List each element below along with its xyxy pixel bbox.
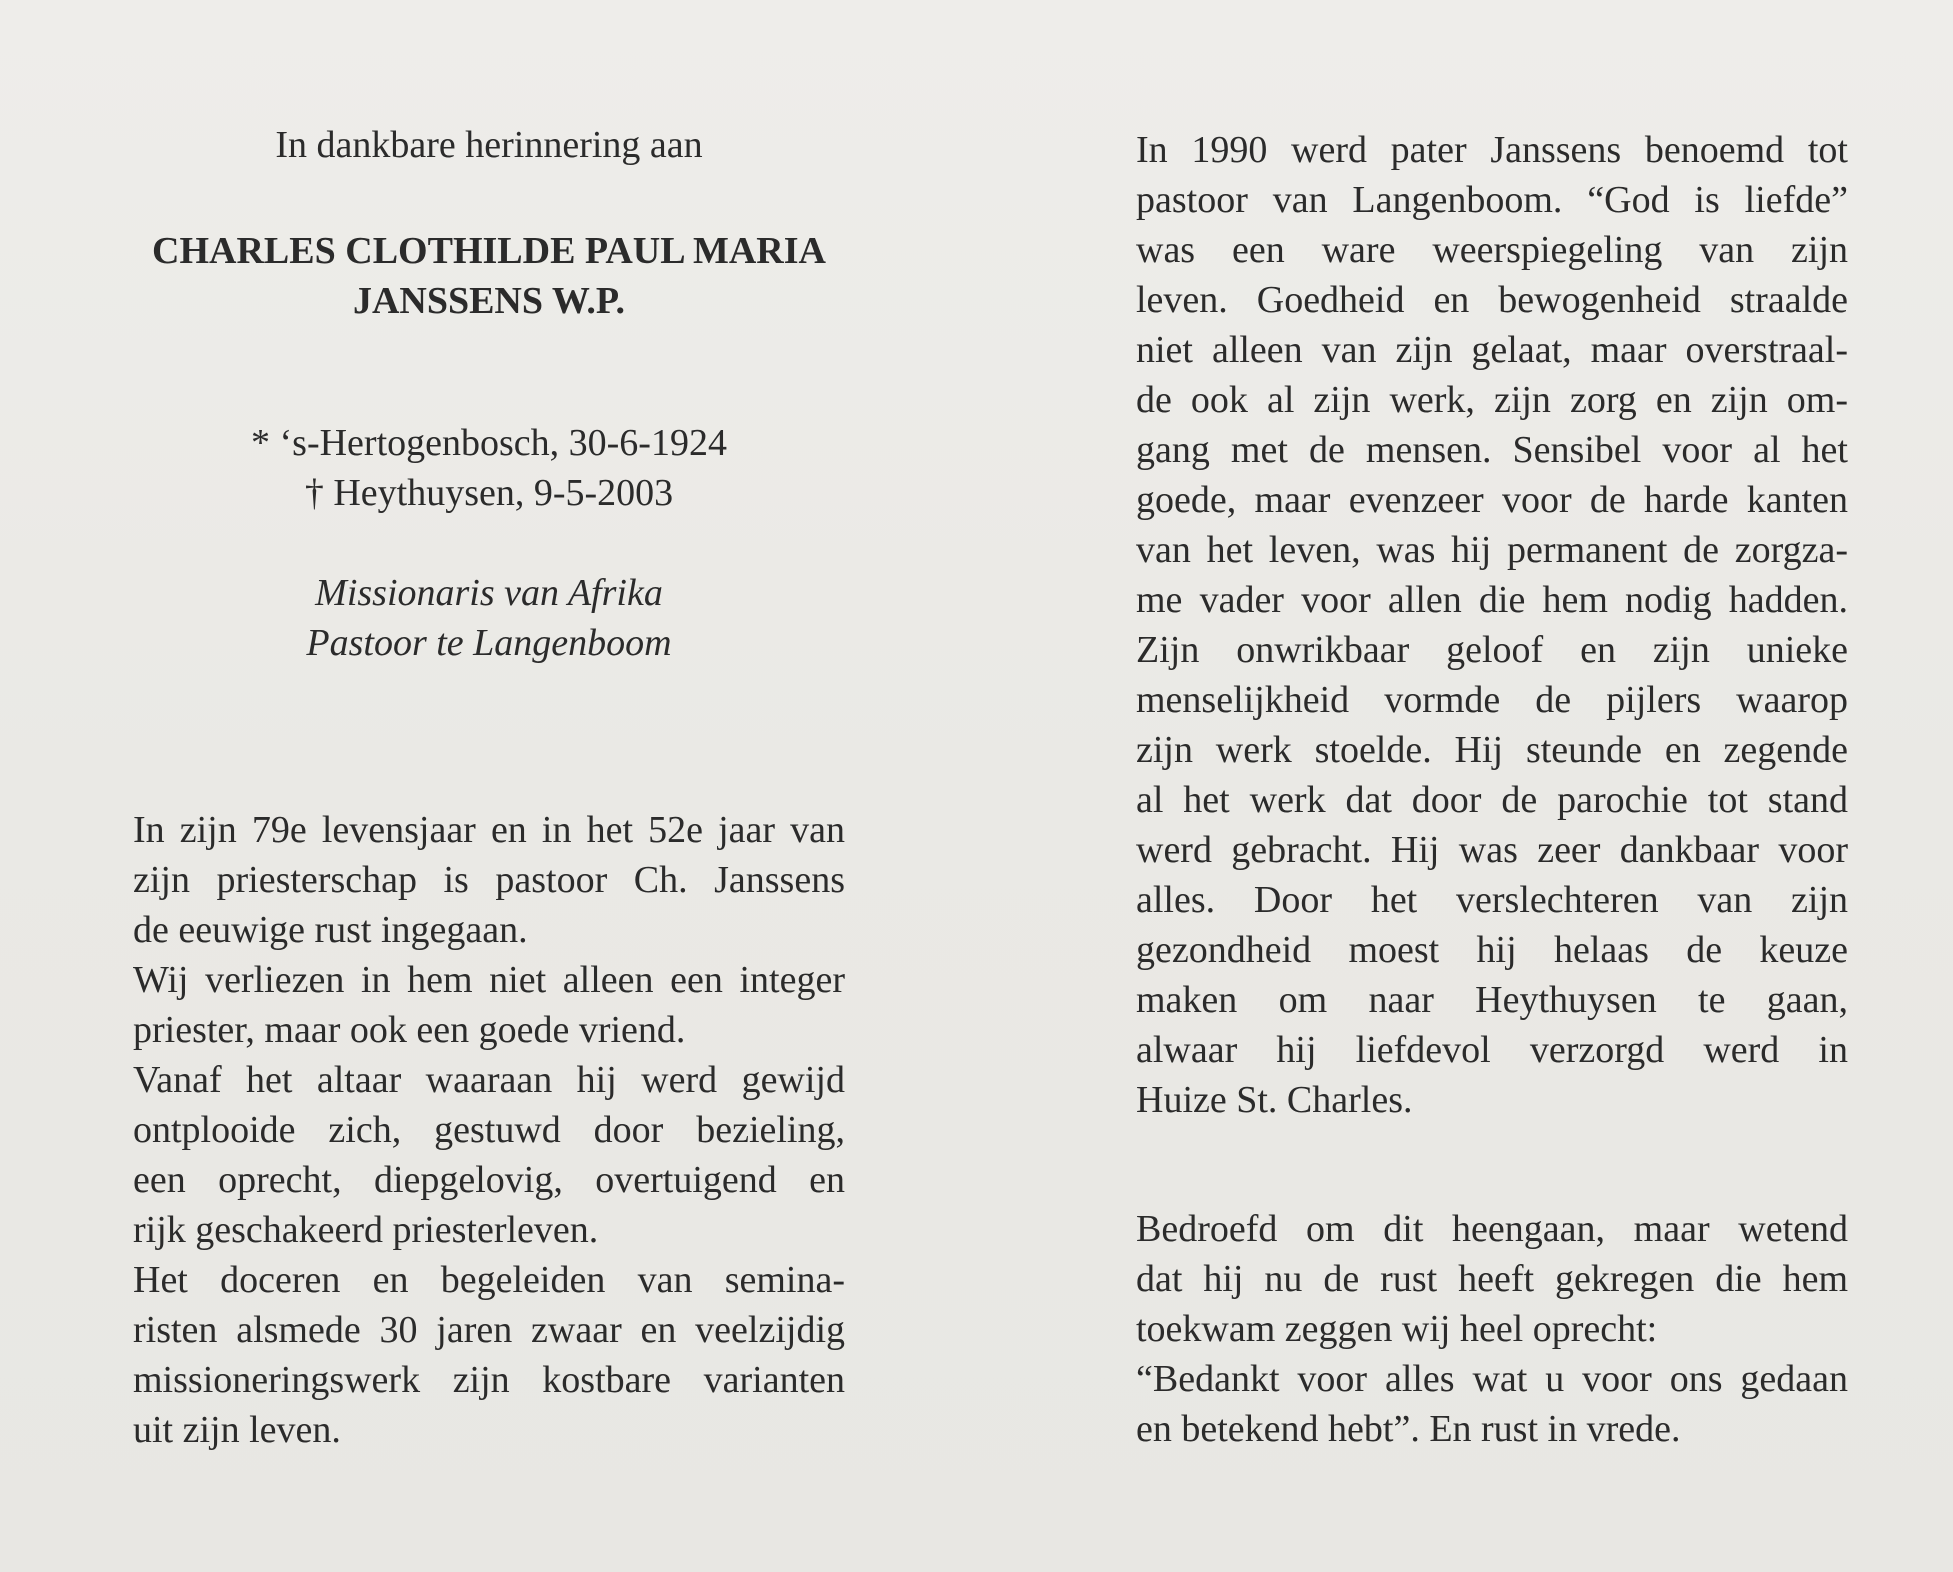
right-paragraph-2 (1136, 1204, 1848, 1454)
text-line: risten alsmede 30 jaren zwaar en veelzijdig (133, 1309, 845, 1351)
text-line: menselijkheid vormde de pijlers waarop (1136, 679, 1848, 721)
text-line: pastoor van Langenboom. “God is liefde” (1136, 179, 1848, 221)
text-line: gezondheid moest hij helaas de keuze (1136, 929, 1848, 971)
text-line: de eeuwige rust ingegaan. (133, 909, 528, 951)
text-line: een oprecht, diepgelovig, overtuigend en (133, 1159, 845, 1201)
text-line: priester, maar ook een goede vriend. (133, 1009, 686, 1051)
life-dates (133, 418, 845, 518)
text-line: dat hij nu de rust heeft gekregen die hem (1136, 1258, 1848, 1300)
text-line: en betekend hebt”. En rust in vrede. (1136, 1408, 1681, 1450)
right-paragraph-1 (1136, 125, 1848, 1125)
role-missionary: Missionaris van Afrika (315, 572, 663, 614)
text-line: In 1990 werd pater Janssens benoemd tot (1136, 129, 1848, 171)
text-line: “Bedankt voor alles wat u voor ons gedaan (1136, 1358, 1848, 1400)
text-line: van het leven, was hij permanent de zorgza- (1136, 529, 1848, 571)
text-line: toekwam zeggen wij heel oprecht: (1136, 1308, 1658, 1350)
text-line: was een ware weerspiegeling van zijn (1136, 229, 1848, 271)
roles (133, 568, 845, 668)
text-line: In zijn 79e levensjaar en in het 52e jaar van (133, 809, 845, 851)
text-line: zijn werk stoelde. Hij steunde en zegende (1136, 729, 1848, 771)
text-line: Vanaf het altaar waaraan hij werd gewijd (133, 1059, 845, 1101)
birth-date: * ‘s-Hertogenbosch, 30-6-1924 (251, 422, 727, 464)
text-line: Huize St. Charles. (1136, 1079, 1413, 1121)
death-date: † Heythuysen, 9-5-2003 (304, 472, 674, 514)
text-line: Wij verliezen in hem niet alleen een integer (133, 959, 845, 1001)
text-line: de ook al zijn werk, zijn zorg en zijn om- (1136, 379, 1848, 421)
left-paragraph (133, 805, 845, 1455)
text-line: alles. Door het verslechteren van zijn (1136, 879, 1848, 921)
text-line: uit zijn leven. (133, 1409, 341, 1451)
name-line-2: JANSSENS W.P. (352, 280, 626, 322)
text-line: Het doceren en begeleiden van semina- (133, 1259, 845, 1301)
name-line-1: CHARLES CLOTHILDE PAUL MARIA (152, 230, 826, 272)
text-line: Bedroefd om dit heengaan, maar wetend (1136, 1208, 1848, 1250)
text-line: ontplooide zich, gestuwd door bezieling, (133, 1109, 845, 1151)
text-line: al het werk dat door de parochie tot stand (1136, 779, 1848, 821)
text-line: rijk geschakeerd priesterleven. (133, 1209, 599, 1251)
text-line: zijn priesterschap is pastoor Ch. Janssens (133, 859, 845, 901)
left-column-header (133, 120, 845, 668)
text-line: goede, maar evenzeer voor de harde kanten (1136, 479, 1848, 521)
text-line: leven. Goedheid en bewogenheid straalde (1136, 279, 1848, 321)
intro-text: In dankbare herinnering aan (275, 124, 703, 166)
role-pastor: Pastoor te Langenboom (306, 622, 672, 664)
text-line: gang met de mensen. Sensibel voor al het (1136, 429, 1848, 471)
text-line: Zijn onwrikbaar geloof en zijn unieke (1136, 629, 1848, 671)
text-line: maken om naar Heythuysen te gaan, (1136, 979, 1848, 1021)
text-line: alwaar hij liefdevol verzorgd werd in (1136, 1029, 1848, 1071)
name-block (133, 226, 845, 326)
text-line: niet alleen van zijn gelaat, maar overstraal- (1136, 329, 1848, 371)
text-line: me vader voor allen die hem nodig hadden. (1136, 579, 1848, 621)
text-line: werd gebracht. Hij was zeer dankbaar voor (1136, 829, 1848, 871)
text-line: missioneringswerk zijn kostbare varianten (133, 1359, 845, 1401)
